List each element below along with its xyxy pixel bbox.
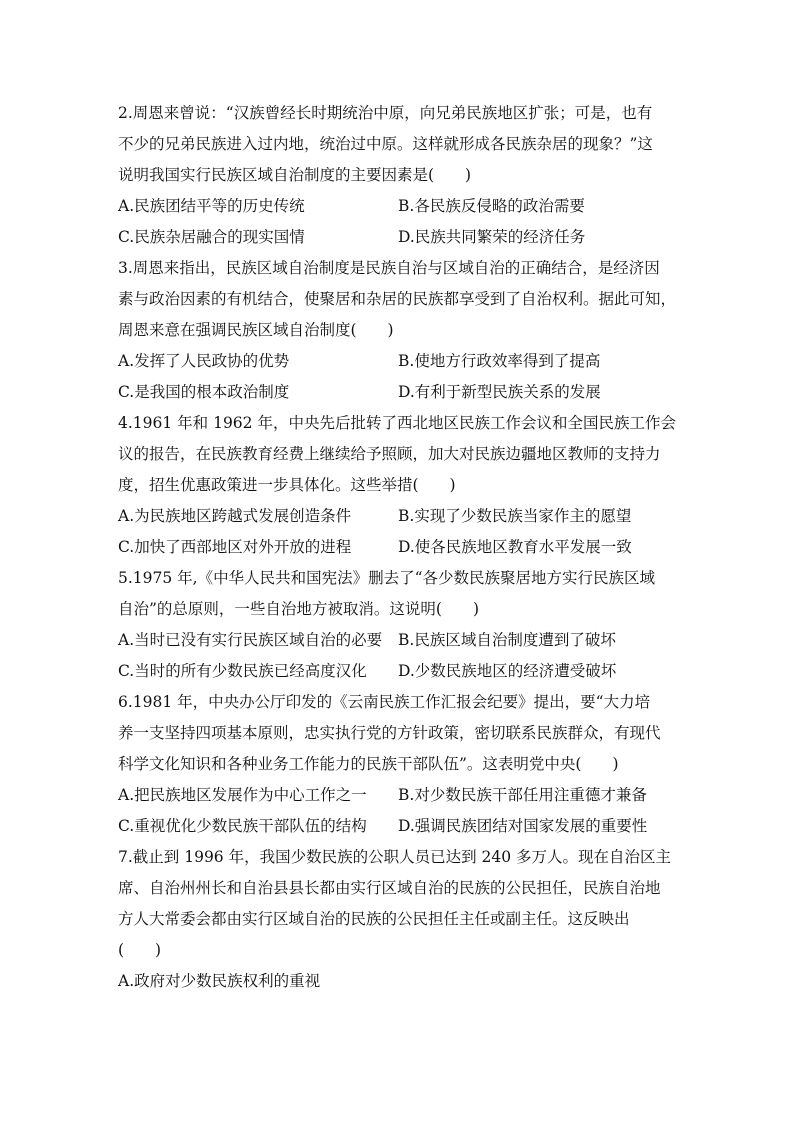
stem-line: 说明我国实行民族区域自治制度的主要因素是( ) [118,166,472,184]
question-5 [118,563,678,687]
stem-line: 度，招生优惠政策进一步具体化。这些举措( ) [118,476,456,494]
question-page [118,98,678,997]
stem-line: 周恩来意在强调民族区域自治制度( ) [118,321,394,339]
options [118,191,678,253]
stem-line: 2.周恩来曾说：“汉族曾经长时期统治中原，向兄弟民族地区扩张；可是，也有 [118,104,653,122]
question-3 [118,253,678,408]
option-a: A.为民族地区跨越式发展创造条件 [118,507,352,525]
option-d: D.使各民族地区教育水平发展一致 [398,538,632,556]
option-b: B.对少数民族干部任用注重德才兼备 [398,786,647,804]
stem-line: 6.1981 年，中央办公厅印发的《云南民族工作汇报会纪要》提出，要“大力培 [118,693,651,711]
question-stem [118,842,678,966]
option-a: A.政府对少数民族权利的重视 [118,972,321,990]
stem-line: 素与政治因素的有机结合，使聚居和杂居的民族都享受到了自治权利。据此可知， [118,290,677,308]
question-stem [118,563,678,625]
option-b: B.实现了少数民族当家作主的愿望 [398,507,632,525]
stem-line: 养一支坚持四项基本原则，忠实执行党的方针政策，密切联系民族群众，有现代 [118,724,661,742]
options [118,966,678,997]
stem-line: 席、自治州州长和自治县县长都由实行区域自治的民族的公民担任，民族自治地 [118,879,661,897]
option-a: A.发挥了人民政协的优势 [118,352,290,370]
options [118,346,678,408]
options [118,780,678,842]
option-c: C.是我国的根本政治制度 [118,383,290,401]
option-a: A.把民族地区发展作为中心工作之一 [118,786,367,804]
question-stem [118,253,678,346]
stem-line: 科学文化知识和各种业务工作能力的民族干部队伍”。这表明党中央( ) [118,755,619,773]
option-b: B.民族区域自治制度遭到了破坏 [398,631,616,649]
question-6 [118,687,678,842]
option-b: B.各民族反侵略的政治需要 [398,197,585,215]
stem-line: 3.周恩来指出，民族区域自治制度是民族自治与区域自治的正确结合，是经济因 [118,259,660,277]
stem-line: 4.1961 年和 1962 年，中央先后批转了西北地区民族工作会议和全国民族工作会 [118,414,676,432]
stem-line: ( ) [118,941,162,959]
stem-line: 7.截止到 1996 年，我国少数民族的公职人员已达到 240 多万人。现在自治区主 [118,848,672,866]
question-4 [118,408,678,563]
option-b: B.使地方行政效率得到了提高 [398,352,601,370]
stem-line: 议的报告，在民族教育经费上继续给予照顾，加大对民族边疆地区教师的支持力 [118,445,661,463]
option-d: D.少数民族地区的经济遭受破坏 [398,662,617,680]
question-7 [118,842,678,997]
question-stem [118,687,678,780]
stem-line: 自治”的总原则，一些自治地方被取消。这说明( ) [118,600,480,618]
option-d: D.强调民族团结对国家发展的重要性 [398,817,648,835]
question-2 [118,98,678,253]
options [118,501,678,563]
option-a: A.当时已没有实行民族区域自治的必要 [118,631,383,649]
stem-line: 方人大常委会都由实行区域自治的民族的公民担任主任或副主任。这反映出 [118,910,630,928]
option-c: C.当时的所有少数民族已经高度汉化 [118,662,367,680]
option-a: A.民族团结平等的历史传统 [118,197,305,215]
option-c: C.民族杂居融合的现实国情 [118,228,305,246]
question-stem [118,408,678,501]
stem-line: 5.1975 年,《中华人民共和国宪法》删去了“各少数民族聚居地方实行民族区域 [118,569,656,587]
question-stem [118,98,678,191]
options [118,625,678,687]
option-d: D.有利于新型民族关系的发展 [398,383,601,401]
option-c: C.加快了西部地区对外开放的进程 [118,538,352,556]
stem-line: 不少的兄弟民族进入过内地，统治过中原。这样就形成各民族杂居的现象？”这 [118,135,653,153]
option-d: D.民族共同繁荣的经济任务 [398,228,586,246]
option-c: C.重视优化少数民族干部队伍的结构 [118,817,367,835]
